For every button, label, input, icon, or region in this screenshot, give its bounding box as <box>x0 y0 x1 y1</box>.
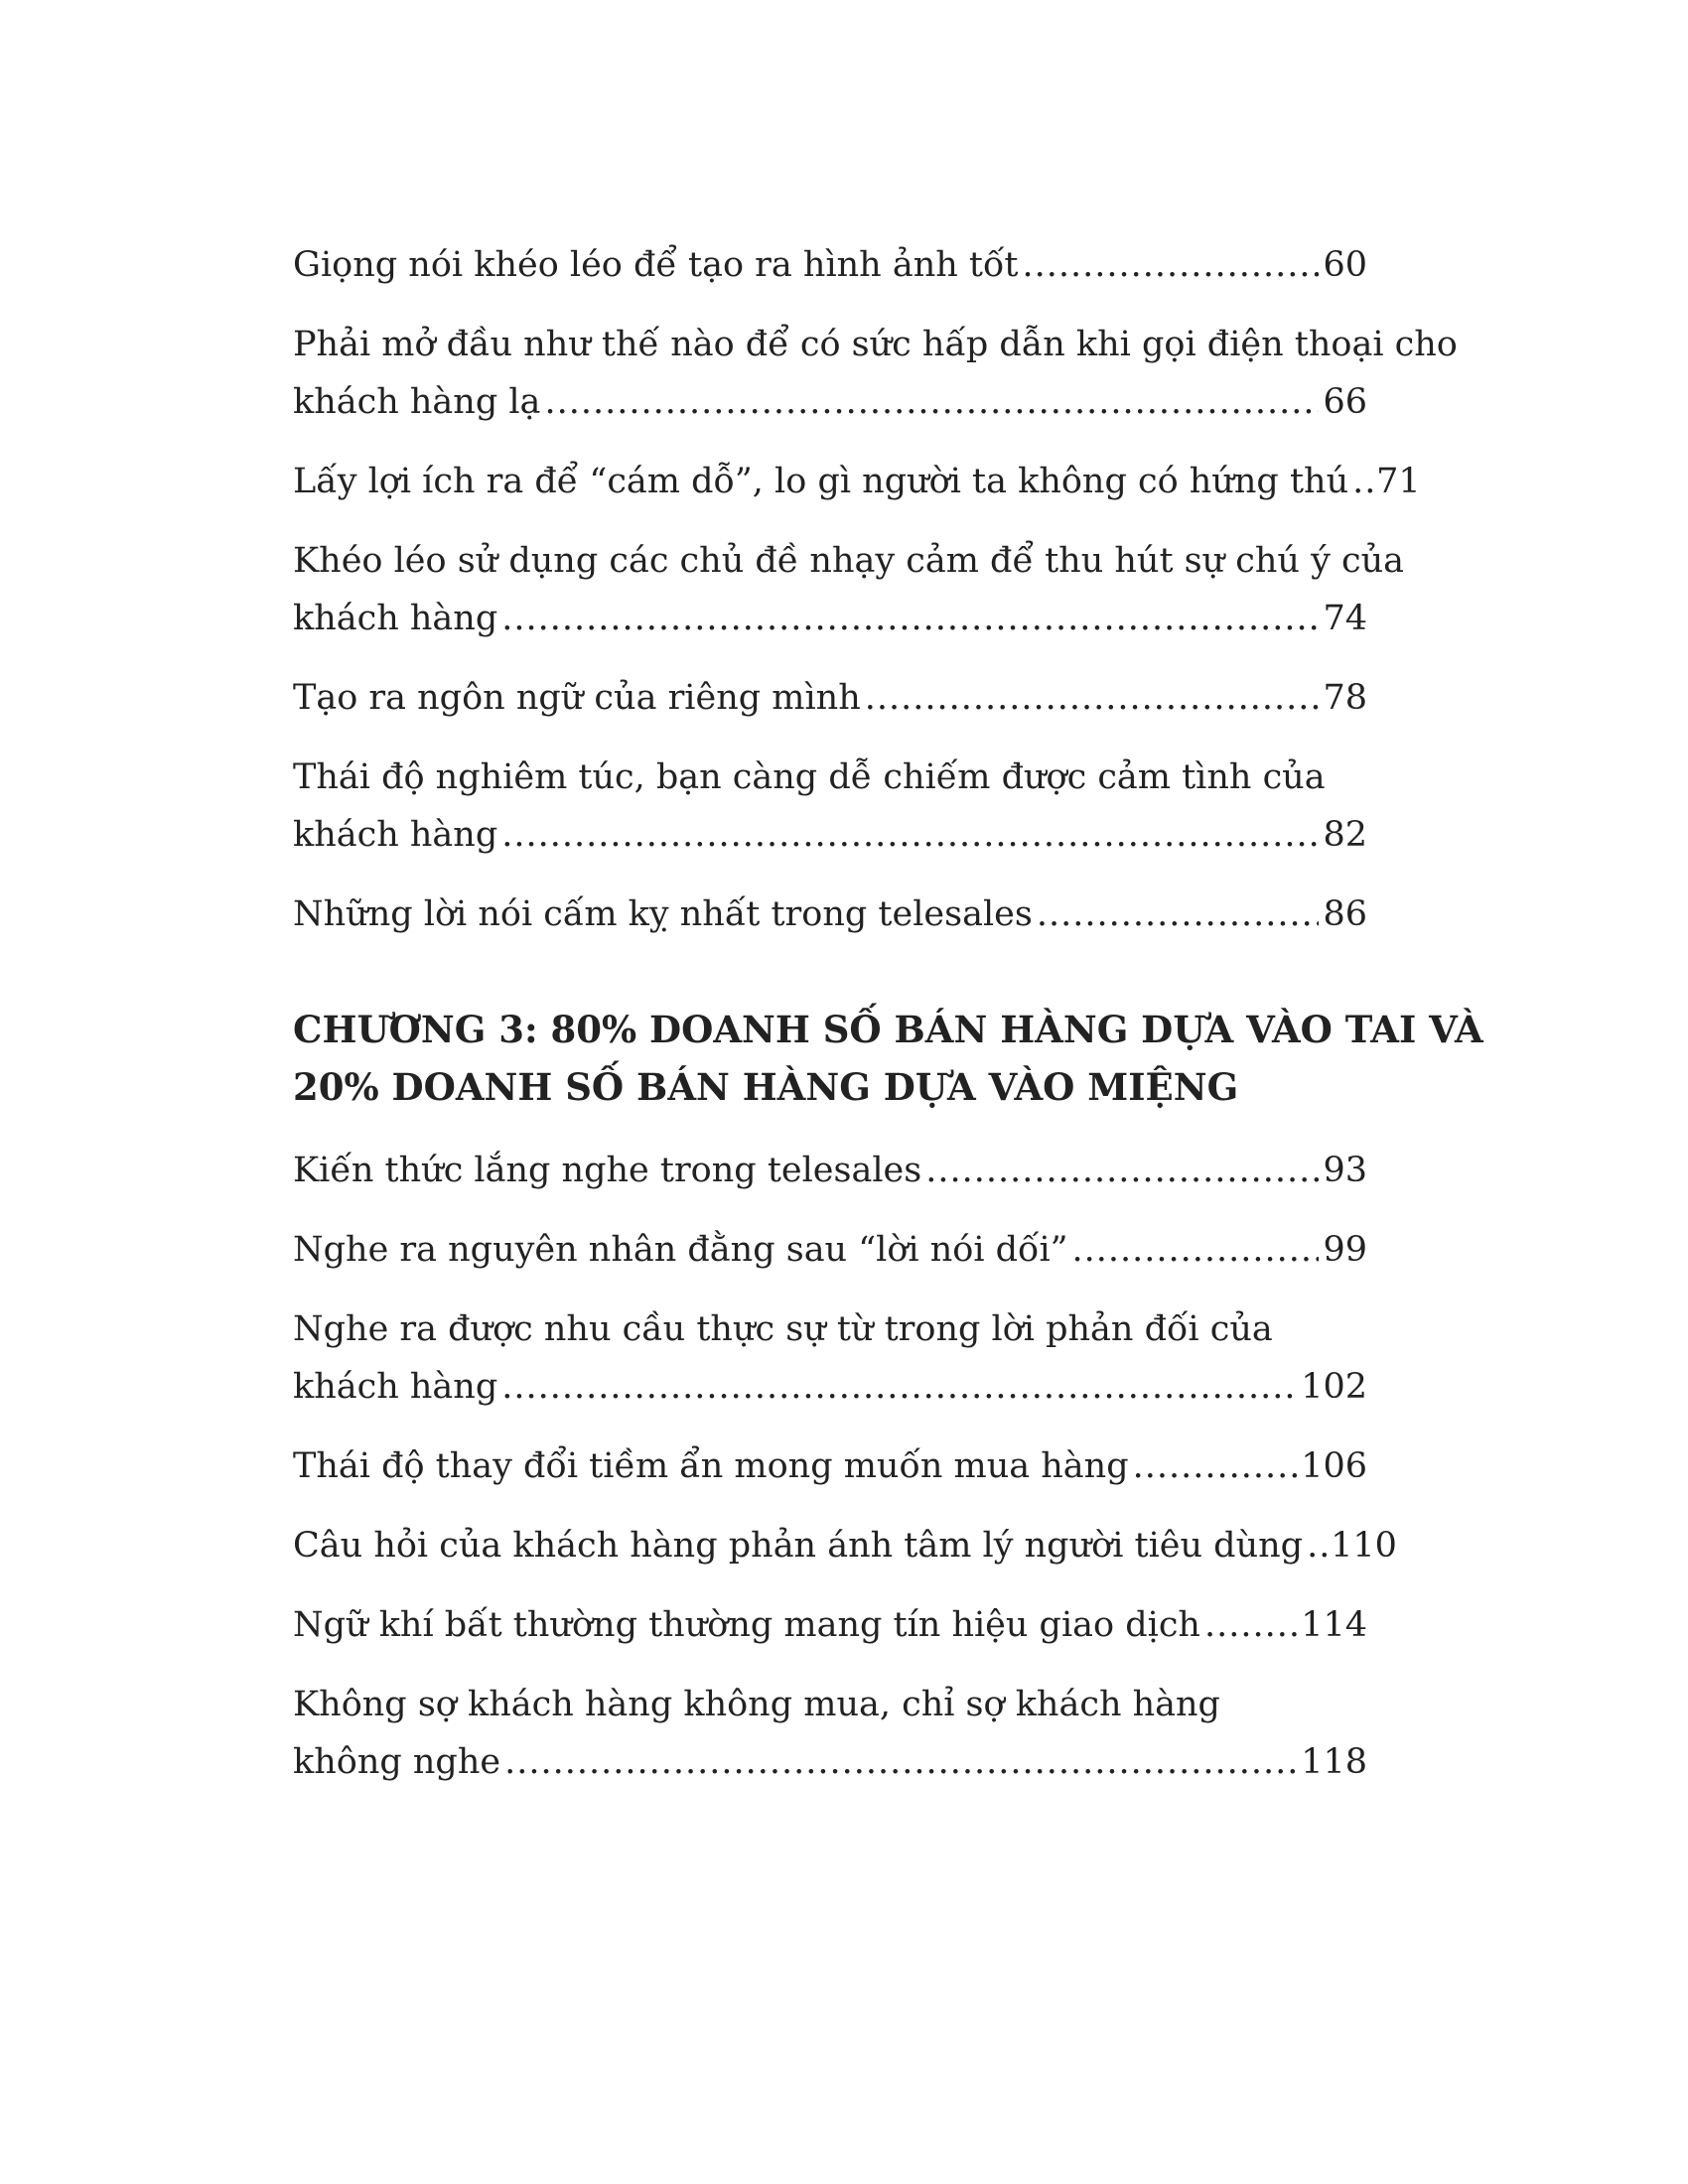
entry-title-continued: khách hàng <box>293 599 498 638</box>
toc-entry[interactable] <box>293 886 1367 943</box>
entry-title-continued: khách hàng <box>293 815 498 855</box>
entry-page-number: 99 <box>1323 1230 1367 1270</box>
entry-title: Lấy lợi ích ra để “cám dỗ”, lo gì người ta không có hứng thú <box>293 462 1349 501</box>
toc-entry[interactable] <box>293 1437 1367 1495</box>
entry-page-number: 71 <box>1376 462 1421 501</box>
chapter-heading[interactable] <box>293 1001 1483 1116</box>
dot-leader <box>925 1142 1319 1199</box>
entry-title: Không sợ khách hàng không mua, chỉ sợ khách hàng <box>293 1685 1220 1724</box>
toc-entry[interactable] <box>293 532 1405 647</box>
toc-entry[interactable] <box>293 1596 1367 1654</box>
entry-title: Giọng nói khéo léo để tạo ra hình ảnh tốt <box>293 245 1019 285</box>
entry-page-number: 78 <box>1323 678 1367 718</box>
dot-leader <box>1133 1437 1298 1495</box>
entry-title: Kiến thức lắng nghe trong telesales <box>293 1151 922 1190</box>
dot-leader <box>1204 1596 1297 1654</box>
entry-title: Nghe ra nguyên nhân đằng sau “lời nói dối” <box>293 1230 1068 1270</box>
entry-page-number: 60 <box>1323 245 1367 285</box>
entry-title: Ngữ khí bất thường thường mang tín hiệu giao dịch <box>293 1605 1200 1645</box>
entry-title-continued: không nghe <box>293 1742 501 1782</box>
entry-page-number: 114 <box>1301 1605 1367 1645</box>
entry-page-number: 86 <box>1323 894 1367 934</box>
dot-leader <box>1072 1221 1320 1279</box>
entry-page-number: 66 <box>1323 382 1367 422</box>
dot-leader <box>501 806 1319 864</box>
dot-leader <box>501 590 1319 647</box>
toc-entry[interactable] <box>293 236 1367 294</box>
entry-title: Nghe ra được nhu cầu thực sự từ trong lời phản đối của <box>293 1309 1273 1349</box>
dot-leader <box>1037 886 1320 943</box>
toc-entry[interactable] <box>293 1676 1367 1791</box>
entry-page-number: 118 <box>1301 1742 1367 1782</box>
toc-page <box>293 236 1483 1813</box>
dot-leader <box>504 1733 1297 1791</box>
entry-page-number: 74 <box>1323 599 1367 638</box>
toc-entry[interactable] <box>293 1142 1367 1199</box>
entry-title: Phải mở đầu như thế nào để có sức hấp dẫn khi gọi điện thoại cho <box>293 325 1458 364</box>
entry-title: Khéo léo sử dụng các chủ đề nhạy cảm để thu hút sự chú ý của <box>293 541 1405 581</box>
entry-title: Thái độ nghiêm túc, bạn càng dễ chiếm được cảm tình của <box>293 757 1326 797</box>
entry-title: Thái độ thay đổi tiềm ẩn mong muốn mua hàng <box>293 1446 1129 1486</box>
entry-page-number: 106 <box>1301 1446 1367 1486</box>
entry-page-number: 102 <box>1301 1367 1367 1407</box>
entry-title: Câu hỏi của khách hàng phản ánh tâm lý người tiêu dùng <box>293 1526 1304 1566</box>
entry-title-continued: khách hàng lạ <box>293 382 541 422</box>
entry-page-number: 110 <box>1331 1526 1397 1566</box>
entry-title: Những lời nói cấm kỵ nhất trong telesales <box>293 894 1033 934</box>
dot-leader <box>865 669 1320 727</box>
entry-title-continued: khách hàng <box>293 1367 498 1407</box>
toc-entry[interactable] <box>293 1221 1367 1279</box>
toc-entry[interactable] <box>293 453 1421 510</box>
toc-entry[interactable] <box>293 749 1367 864</box>
dot-leader <box>1022 236 1319 294</box>
toc-entry[interactable] <box>293 669 1367 727</box>
chapter-title-line-2: 20% DOANH SỐ BÁN HÀNG DỰA VÀO MIỆNG <box>293 1065 1239 1109</box>
toc-entry[interactable] <box>293 1517 1397 1574</box>
dot-leader <box>1352 453 1372 510</box>
entry-page-number: 93 <box>1323 1151 1367 1190</box>
dot-leader <box>1307 1517 1327 1574</box>
toc-entry[interactable] <box>293 316 1458 431</box>
entry-title: Tạo ra ngôn ngữ của riêng mình <box>293 678 861 718</box>
entry-page-number: 82 <box>1323 815 1367 855</box>
dot-leader <box>544 373 1319 431</box>
toc-entry[interactable] <box>293 1300 1367 1416</box>
dot-leader <box>501 1358 1297 1416</box>
chapter-title-line-1: CHƯƠNG 3: 80% DOANH SỐ BÁN HÀNG DỰA VÀO TAI VÀ <box>293 1008 1483 1051</box>
